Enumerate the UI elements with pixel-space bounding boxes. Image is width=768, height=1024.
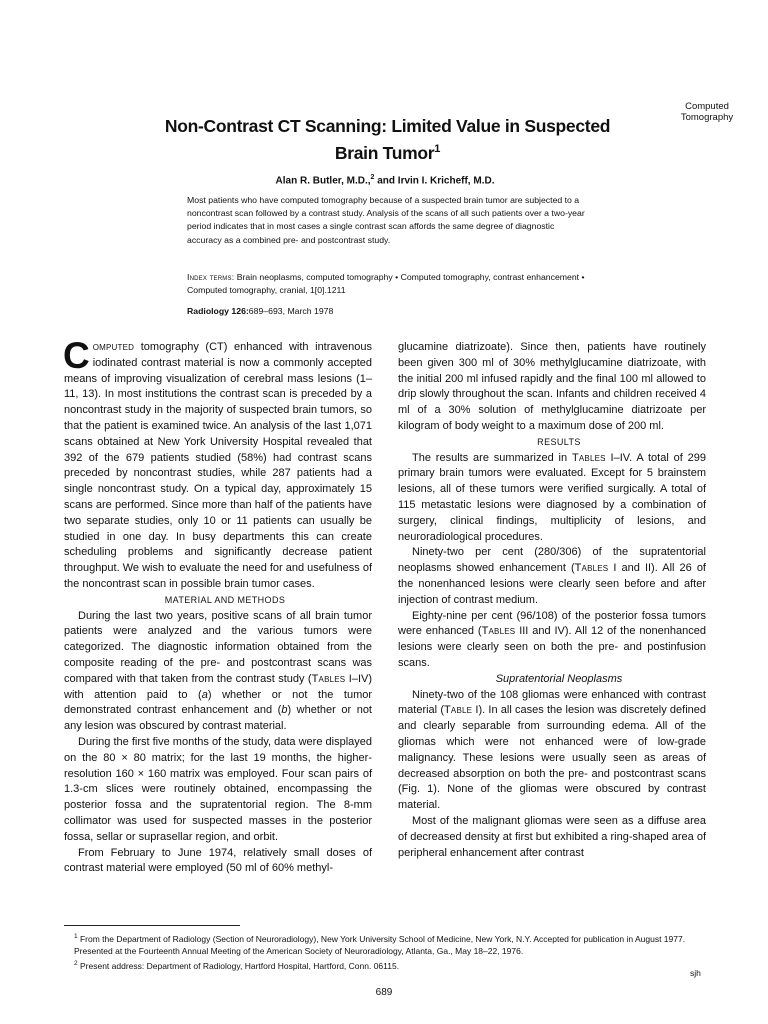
- methods-paragraph-2: During the first five months of the study, data were displayed on the 80 × 80 matrix; for the last 19 months, the higher-resolution 160 × 160 matrix was employed. Four scan pairs of 1.3-cm slices were routinely obtained, encompassing the posterior fossa and the supratentorial region. The 8-mm collimator was used for suspected masses in the posterior fossa, sellar or suprasellar region, and orbit.: [64, 735, 372, 843]
- footnotes: [64, 931, 709, 972]
- title-text: Non-Contrast CT Scanning: Limited Value in Suspected Brain Tumor: [164, 116, 611, 163]
- supra-p1-text-b: I). In all cases the lesion was discretely defined and clearly separable from surrounding edema. All of the gliomas which were not enhanced were of low-grade malignancy. These lesions were usually seen as areas of decreased absorption on both the pre- and postcontrast scans (Fig. 1). None of the gliomas were obscured by contrast material.: [398, 704, 707, 812]
- right-column: [398, 340, 706, 861]
- title-footnote-mark: 1: [434, 143, 441, 155]
- results-p3-text-b: III and IV). All 12 of the nonenhanced lesions were clearly seen on both the pre- and postinfusion scans.: [398, 625, 706, 669]
- footnote-2: [64, 958, 709, 972]
- methods-p1-text-b: I–IV) with attention paid to (: [64, 672, 372, 701]
- continued-paragraph: glucamine diatrizoate). Since then, patients have routinely been given 300 ml of 30% methylglucamine diatrizoate, with the initial 200 ml infused rapidly and the final 100 ml allowed to drip slowly throughout the scan. Infants and children received 4 ml of a 30% solution of methylglucamine diatrizoate per kilogram of body weight to a maximum dose of 200 ml.: [398, 341, 706, 432]
- footnote-2-text: Present address: Department of Radiology, Hartford Hospital, Hartford, Conn. 06115.: [77, 960, 400, 971]
- footnote-2-mark: 2: [74, 959, 78, 967]
- author-line: [190, 174, 580, 186]
- author-1: Alan R. Butler, M.D.,: [275, 175, 371, 187]
- results-p2-text-a: Ninety-two per cent (280/306) of the supratentorial neoplasms showed enhancement (: [398, 546, 706, 575]
- results-paragraph-2: [398, 545, 706, 608]
- citation-pages: 689–693, March 1978: [248, 306, 334, 316]
- footnote-divider: [64, 925, 240, 926]
- results-paragraph-3: [398, 609, 706, 672]
- intro-paragraph: [63, 335, 372, 593]
- intro-smallcaps: omputed: [92, 341, 135, 353]
- methods-p1-text-c: ) whether or not the tumor demonstrated contrast enhancement and (: [64, 688, 373, 717]
- citation: [187, 305, 587, 318]
- results-p1-tables: Tables: [571, 451, 606, 464]
- supratentorial-paragraph-2: Most of the malignant gliomas were seen as a diffuse area of decreased density at first but exhibited a ring-shaped area of peripheral enhancement after contrast: [398, 814, 706, 859]
- footnote-1-mark: 1: [74, 933, 78, 940]
- index-terms-label: Index terms:: [187, 272, 235, 282]
- results-paragraph-1: [398, 451, 706, 546]
- citation-journal: Radiology 126:: [187, 306, 249, 316]
- results-p1-text-a: The results are summarized in: [412, 451, 572, 464]
- index-terms-text: Brain neoplasms, computed tomography • Computed tomography, contrast enhancement • Computed tomography, cranial, 1[0].1211: [187, 272, 585, 296]
- left-column: [63, 335, 373, 877]
- footnote-1b: Presented at the Fourteenth Annual Meeting of the American Society of Neuroradiology, Atlanta, Ga., May 18–22, 1976.: [74, 946, 524, 957]
- results-p1-text-b: I–IV. A total of 299 primary brain tumors were evaluated. Except for 5 brainstem lesions, all of these tumors were verified surgically. A total of 115 metastatic lesions were diagnosed by a combination of surgery, clinical findings, multiplicity of lesions, and neuroradiological procedures.: [398, 451, 706, 543]
- results-p2-text-b: I and II). All 26 of the nonenhanced lesions were clearly seen before and after injection of contrast medium.: [398, 562, 706, 606]
- footnote-1: [64, 931, 709, 945]
- abstract: Most patients who have computed tomography because of a suspected brain tumor are subjected to a noncontrast scan followed by a contrast study. Analysis of the scans of all such patients over a two-year period indicates that in most cases a single contrast scan affords the same degree of diagnostic accuracy as a combined pre- and postcontrast study.: [187, 195, 585, 245]
- footnote-1-text: From the Department of Radiology (Section of Neuroradiology), New York University School of Medicine, New York, N.Y. Accepted for publication in August 1977.: [77, 933, 686, 944]
- results-p2-tables: Tables: [574, 562, 609, 575]
- supra-p1-table: Table: [444, 704, 473, 717]
- section-tag: Computed Tomography: [680, 101, 734, 123]
- methods-p1-text-d: ) whether or not any lesion was obscured by contrast material.: [64, 704, 372, 733]
- results-p3-tables: Tables: [481, 625, 516, 638]
- page-number: 689: [375, 987, 393, 998]
- methods-p1-letter-b: b: [281, 704, 288, 717]
- intro-text: tomography (CT) enhanced with intravenous iodinated contrast material is now a commonly accepted means of improving visualization of cerebral mass lesions (1–11, 13). In most institutions the contrast scan is preceded by a noncontrast study in the majority of suspected brain tumors, so that the patient is examined twice. An analysis of the last 1,071 scans obtained at New York University Hospital revealed that 392 of the 679 patients studied (58%) had contrast scans preceded by noncontrast studies, while 287 patients had a single noncontrast study. On a typical day, approximately 15 scans are performed. Since more than half of the patients have two separate studies, only 10 or 11 patients can usually be studied in one day. In busy departments this can create scheduling problems and significantly decrease patient throughput. We wish to evaluate the need for and usefulness of the noncontrast scan in possible brain tumor cases.: [64, 341, 372, 590]
- typesetter-initials: sjh: [690, 968, 701, 978]
- author-2: and Irvin I. Kricheff, M.D.: [374, 175, 495, 187]
- methods-paragraph-3: From February to June 1974, relatively small doses of contrast material were employed (50 ml of 60% methyl-: [64, 846, 372, 875]
- supratentorial-paragraph-1: [398, 688, 706, 814]
- methods-p1-text-a: During the last two years, positive scans of all brain tumor patients were analyzed and the various tumors were categorized. The diagnostic information obtained from the composite reading of the pre- and postcontrast scans was compared with that taken from the contrast study (: [64, 609, 372, 685]
- methods-p1-letter-a: a: [201, 688, 208, 701]
- methods-p1-tables: Tables: [311, 672, 346, 685]
- results-p3-text-a: Eighty-nine per cent (96/108) of the posterior fossa tumors were enhanced (: [398, 609, 706, 638]
- index-terms: [187, 271, 587, 297]
- methods-paragraph-1: [64, 609, 372, 735]
- results-heading: RESULTS: [537, 436, 581, 447]
- supra-p1-text-a: Ninety-two of the 108 gliomas were enhanced with contrast material (: [398, 688, 706, 717]
- methods-heading: MATERIAL AND METHODS: [164, 594, 286, 605]
- supratentorial-subheading: Supratentorial Neoplasms: [495, 672, 623, 685]
- article-title: [150, 115, 625, 165]
- author-1-footnote-mark: 2: [370, 174, 375, 181]
- drop-cap: C: [63, 335, 90, 376]
